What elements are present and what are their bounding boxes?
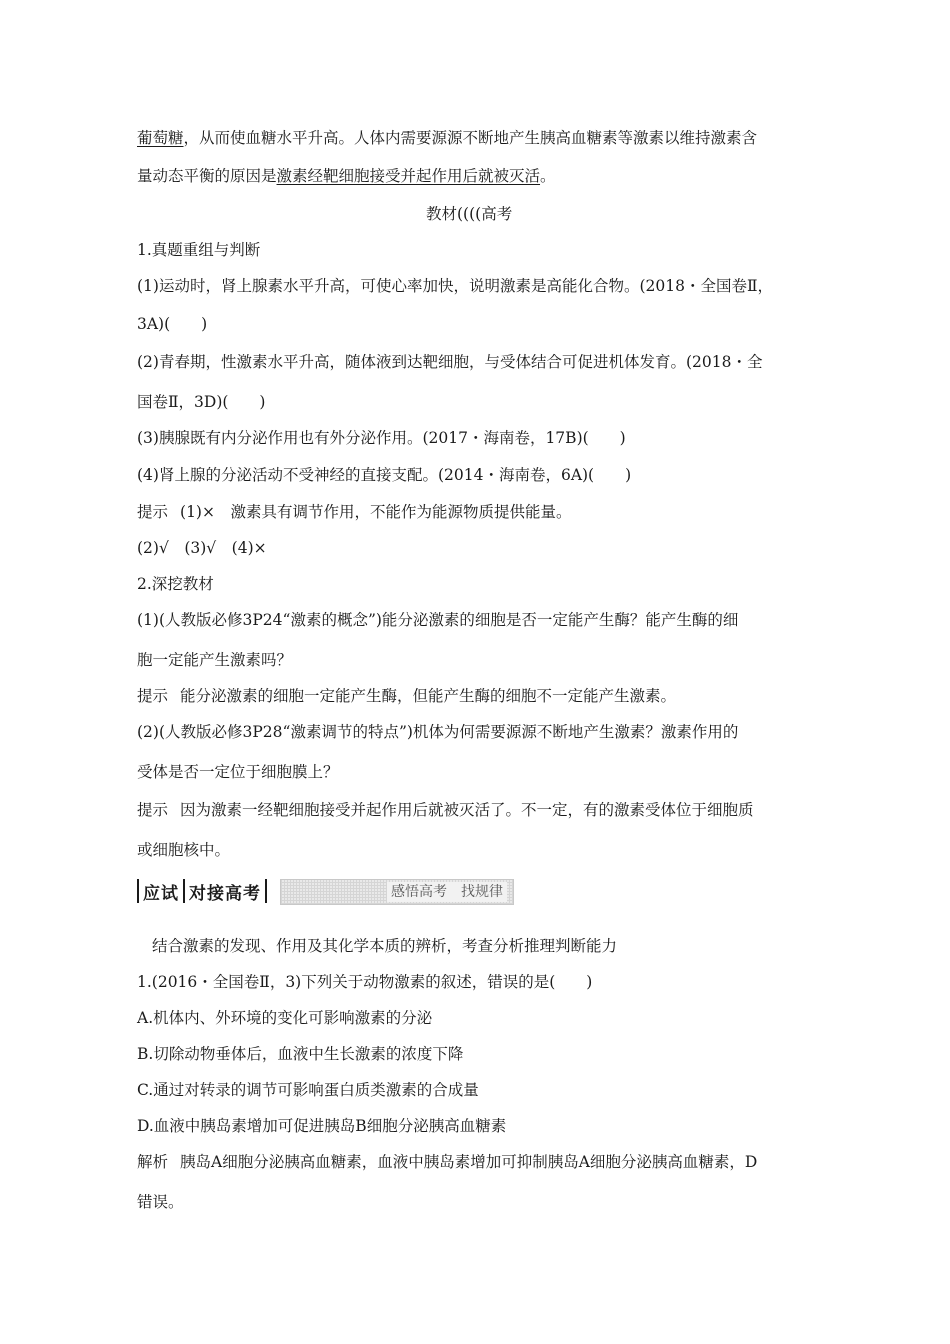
banner-title — [137, 876, 267, 906]
intro-text: 。 — [540, 167, 556, 185]
section-banner — [137, 876, 515, 906]
exam-topic: 结合激素的发现、作用及其化学本质的辨析，考查分析推理判断能力 — [152, 937, 618, 955]
intro-text: 量动态平衡的原因是 — [137, 167, 277, 185]
tip-label: 提示 — [137, 801, 169, 819]
question-text: 3A)( ) — [137, 315, 208, 333]
question-text: 胞一定能产生激素吗？ — [137, 651, 293, 669]
tip-line — [137, 502, 571, 522]
analysis-line — [137, 1152, 757, 1172]
question-text: 受体是否一定位于细胞膜上？ — [137, 763, 339, 781]
tip-line — [137, 686, 676, 706]
question-text: (2)青春期，性激素水平升高，随体液到达靶细胞，与受体结合可促进机体发育。(2018・全 — [137, 353, 763, 371]
tip-label: 提示 — [137, 687, 169, 705]
banner-label-1: 应试 — [143, 883, 179, 904]
question-text: (2)(人教版必修3P28“激素调节的特点”)机体为何需要源源不断地产生激素？激素作用的 — [137, 723, 739, 741]
intro-line-1 — [137, 128, 757, 148]
analysis-text: 错误。 — [137, 1193, 184, 1211]
option-a: A.机体内、外环境的变化可影响激素的分泌 — [137, 1009, 433, 1027]
intro-line-2 — [137, 166, 556, 186]
part1-heading: 1.真题重组与判断 — [137, 241, 261, 259]
tip-answers: (2)√ (3)√ (4)× — [137, 539, 267, 557]
option-b: B.切除动物垂体后，血液中生长激素的浓度下降 — [137, 1045, 464, 1063]
option-c: C.通过对转录的调节可影响蛋白质类激素的合成量 — [137, 1081, 479, 1099]
underlined-answer: 激素经靶细胞接受并起作用后就被灭活 — [276, 167, 541, 185]
tip-text: (1)× 激素具有调节作用，不能作为能源物质提供能量。 — [180, 503, 572, 521]
section-title: 教材((((高考 — [426, 205, 513, 223]
tip-text: 或细胞核中。 — [137, 841, 231, 859]
tip-label: 提示 — [137, 503, 169, 521]
banner-subtitle: 感悟高考 找规律 — [387, 882, 507, 902]
banner-label-2: 对接高考 — [189, 883, 261, 904]
exam-question: 1.(2016・全国卷Ⅱ，3)下列关于动物激素的叙述，错误的是( ) — [137, 973, 593, 991]
question-text: (4)肾上腺的分泌活动不受神经的直接支配。(2014・海南卷，6A)( ) — [137, 466, 632, 484]
analysis-label: 解析 — [137, 1153, 169, 1171]
banner-pattern — [280, 879, 514, 905]
option-d: D.血液中胰岛素增加可促进胰岛B细胞分泌胰高血糖素 — [137, 1117, 507, 1135]
banner-divider — [265, 879, 267, 903]
question-text: 国卷Ⅱ，3D)( ) — [137, 393, 266, 411]
question-text: (3)胰腺既有内分泌作用也有外分泌作用。(2017・海南卷，17B)( ) — [137, 429, 626, 447]
question-text: (1)运动时，肾上腺素水平升高，可使心率加快，说明激素是高能化合物。(2018・全国卷Ⅱ， — [137, 277, 773, 295]
tip-line — [137, 800, 754, 820]
part2-heading: 2.深挖教材 — [137, 575, 214, 593]
analysis-text: 胰岛A细胞分泌胰高血糖素，血液中胰岛素增加可抑制胰岛A细胞分泌胰高血糖素，D — [180, 1153, 758, 1171]
tip-text: 因为激素一经靶细胞接受并起作用后就被灭活了。不一定，有的激素受体位于细胞质 — [180, 801, 754, 819]
intro-text: ，从而使血糖水平升高。人体内需要源源不断地产生胰高血糖素等激素以维持激素含 — [183, 129, 758, 147]
tip-text: 能分泌激素的细胞一定能产生酶，但能产生酶的细胞不一定能产生激素。 — [180, 687, 677, 705]
question-text: (1)(人教版必修3P24“激素的概念”)能分泌激素的细胞是否一定能产生酶？能产生酶的细 — [137, 611, 739, 629]
underlined-term: 葡萄糖 — [137, 129, 184, 147]
